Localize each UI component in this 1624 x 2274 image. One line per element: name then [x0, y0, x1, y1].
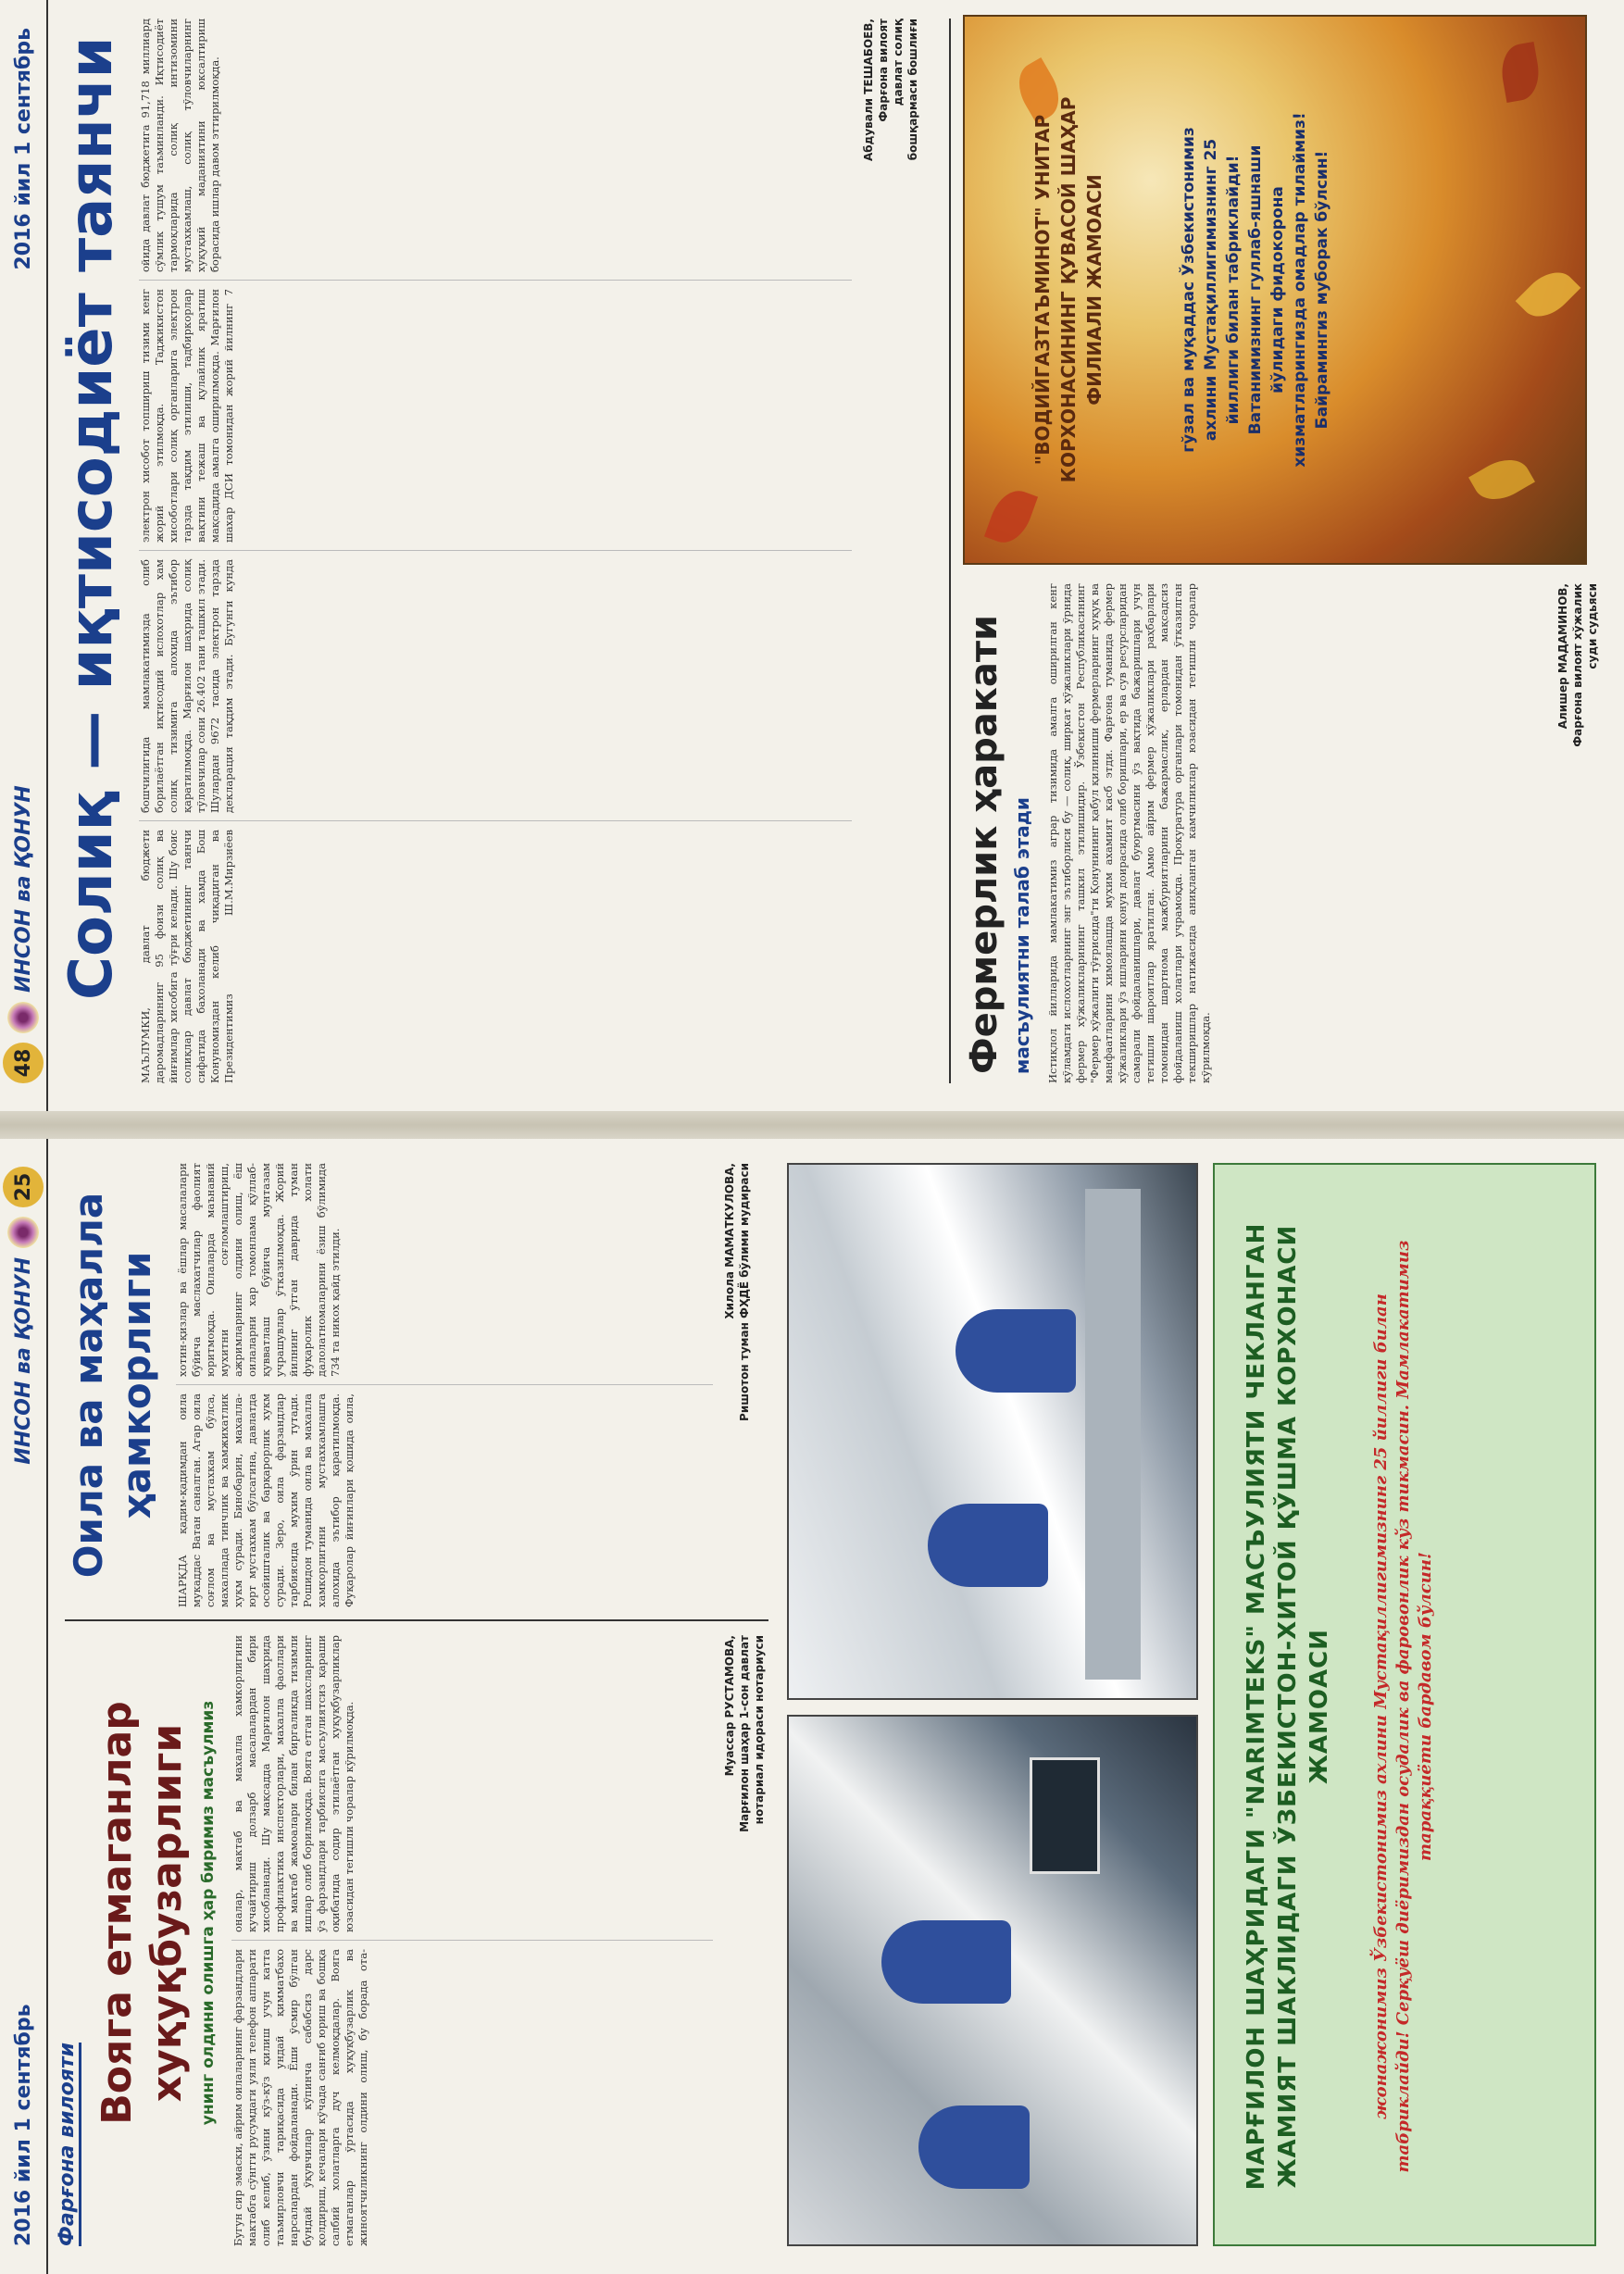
advert-subtitle: жонажонимиз Ўзбекистонимиз ахлини Мустақиллигимизнинг 25 йиллиги билан табриклайди! Серқуёш диёримиздан осудалик ва фаровонлик кўз тикмасин. Мамлакатимиз тараққиёти бардавом бўлсин!	[1371, 1240, 1435, 2173]
section-tag: Фарғона вилояти	[56, 2043, 81, 2246]
worker-figure	[881, 1920, 1011, 2004]
autumn-greeting-advert	[963, 15, 1587, 565]
page-48-header	[0, 0, 48, 1111]
issue-date: 2016 йил 1 сентябрь	[11, 28, 35, 270]
worker-figure	[956, 1309, 1076, 1393]
page-gutter	[0, 1111, 1624, 1139]
masthead: ИНСОН ва ҚОНУН	[11, 785, 35, 993]
greeting-text: гўзал ва муқаддас Ўзбекистонимиз ахлини Мустақиллигимизнинг 25 йиллиги билан табриклайди! Ватанимизнинг гуллаб-яшнаши йўлидаги фидокорона хизматларингизда омадлар тилаймиз! Байрамингиз муборак бўлсин!	[1180, 112, 1331, 468]
tax-article-body: МАЪЛУМКИ, давлат бюджети даромадларининг 95 фоизи солиқ ва йиғимлар хисобига тўғри келади. Шу боис солиқлар давлат бюджетининг таянчи сифатида бахоланади ва хамда Бош Конуномиздан келиб чиқадиган ва Президентимиз Ш.М.Мирзиёев бошчилигида мамлакатимизда олиб борилаётган иқтисодий ислохотлар хам солиқ тизимига алохида эътибор қаратилмоқда. Марғилон шахрида солиқ тўловчилар сони 26.402 тани ташкил этади. Шулардан 9672 тасида электрон тарзда декларация тақдим этади. Бугунги кунда электрон хисобот топшириш тизими кенг жорий этилмоқда. Таджикистон хисоботлари солиқ органларига электрон тарзда тақдим этилиши, тадбиркорлар вақтини тежаш ва қулайлик яратиш мақсадида амалга оширилмоқда. Марғилон шахар ДСИ томонидан жорий йилнинг 7 ойида давлат бюджетига 91,718 миллиард сўмлик тушум таъминланди. Иқтисодиёт тармоқларида солиқ интизомини мустахкамлаш, солиқ тўловчиларнинг хуқуқий маданиятини юксалтириш борасида ишлар давом эттирилмоқда.	[139, 19, 235, 1083]
worker-figure	[918, 2105, 1030, 2189]
leaf-icon	[1468, 450, 1535, 510]
farmer-article-signature: Алишер МАДАМИНОВ, Фарғона вилоят хўжалик суди судьяси	[1556, 583, 1599, 747]
factory-photo-right	[787, 1163, 1198, 1700]
page-25-header	[0, 1139, 48, 2274]
juvenile-article-body: Бугун сир эмаски, айрим оилаларнинг фарзандлари мактабга сўнгги русумдаги уяли телефон аппарати олиб келиб, ўзини кўз-кўз қилиш учун катта таъмирловчи тариқасида ундай қимматбахо нарсалардан фойдаланади. Ёши ўсмир бўлган бундай ўқувчилар кўпинча сабабсиз дарс қолдириш, кечалари кўчада санғиб юриш ва бошқа салбий холатларга дуч келмоқдалар. Вояга етмаганлар ўртасида хуқуқбузарлик ва жиноятчиликнинг олдини олиш, бу борада ота-оналар, мактаб ва махалла хамкорлигини кучайтириш долзарб масалалардан бири хисобланади. Шу мақсадда Марғилон шахрида профилактика инспекторлари, махалла фаоллари ва мактаб жамоалари билан биргаликда тизимли ишлар олиб борилмоқда. Вояга етган шахсларнинг ўз фарзандлари тарбиясига масъулиятсиз қараши оқибатида содир этилаётган хуқуқбузарликлар юзасидан тегишли чоралар кўрилмоқда.	[231, 1635, 369, 2246]
page-25-content	[0, 1139, 1624, 2274]
page-number: 25	[3, 1167, 44, 1207]
juvenile-article-subheadline: унинг олдини олишга ҳар биримиз масъулмиз	[199, 1700, 218, 2126]
factory-photo-left	[787, 1715, 1198, 2246]
juvenile-article-headline: Вояга етмаганлар хуқуқбузарлиги	[94, 1701, 191, 2125]
worker-figure	[928, 1504, 1048, 1587]
flower-ornament-icon	[7, 1217, 39, 1248]
monitor-screen	[1030, 1757, 1100, 1874]
machine-row	[1085, 1189, 1141, 1680]
farmer-article-subheadline: масъулиятни талаб этади	[1011, 797, 1033, 1074]
farmer-article-body: Истиқлол йилларида мамлакатимиз аграр тизимида амалга оширилган кенг кўламдаги ислохотларнинг энг эътиборлиси бу — солиқ, ширкат хўжаликлари ўрнида фермер хўжаликларининг ташкил этилишидир. Ўзбекистон Республикасининг "Фермер хўжалиги тўғрисида"ги Қонунининг қабул қилиниши фермерларнинг хуқуқ ва манфаатларини химоялашда мухим ахамият касб этди. Фарғона туманида фермер хўжаликлари ўз ишларини қонун доирасида олиб боришлари, ер ва сув ресурсларидан самарали фойдаланишлари, давлат буюртмасини ўз вақтида бажаришлари учун тегишли шароитлар яратилган. Аммо айрим фермер хўжаликлари раҳбарлари томонидан шартнома мажбуриятларини бажармаслик, ерлардан мақсадсиз фойдаланиш холатлари учрамоқда. Прокуратура органлари томонидан ўтказилган текширишлар натижасида аниқланган камчиликлар юзасидан тегишли чоралар кўрилмоқда.	[1046, 583, 1212, 1083]
page-48-content	[0, 0, 1624, 1111]
tax-article-signature: Абдували ТЕШАБОЕВ, Фарғона вилоят давлат солиқ бошқармаси бошлиғи	[862, 19, 919, 161]
section-divider	[949, 19, 951, 1083]
leaf-icon	[1516, 262, 1581, 328]
juvenile-article-signature: Муассар РУСТАМОВА, Марғилон шаҳар 1-сон давлат нотариал идораси нотариуси	[723, 1635, 766, 1832]
column-divider	[65, 1619, 768, 1621]
farmer-article-headline: Фермерлик ҳаракати	[963, 614, 1006, 1074]
masthead: ИНСОН ва ҚОНУН	[11, 1257, 35, 1465]
family-article-body: ШАРҚДА қадим-қадимдан оила мукаддас Ватан саналган. Агар оила соғлом ва мустахкам бўлса, махаллада тинчлик ва хамжихатлик хукм суради. Бинобарин, махалла-юрт мустахкам бўлсагина, давлатда осойишталик ва барқарорлик хукм суради. Зеро, оила фарзандлар тарбиясида мухим ўрин тутади. Рошидон туманида оила ва махалла хамкорлигини мустахкамлашга алохида эътибор қаратилмоқда. Фуқаролар йиғинлари қошида оила, хотин-қизлар ва ёшлар масалалари бўйича маслахатчилар фаолият юритмоқда. Оилаларда маънавий мухитни соғломлаштириш, ажримларнинг олдини олиш, ёш оилаларни хар томонлама қўллаб-қувватлаш бўйича мунтазам учрашувлар ўтказилмоқда. Жорий йилнинг ўтган даврида туман фуқаролик холати далолатномаларини ёзиш бўлимида 734 та никох қайд этилди.	[176, 1163, 356, 1607]
leaf-icon	[1497, 42, 1543, 103]
family-article-signature: Хилола МАМАТКУЛОВА, Ришотон туман ФҲДЁ бўлими мудираси	[723, 1163, 751, 1421]
issue-date: 2016 йил 1 сентябрь	[11, 2004, 35, 2246]
page-number: 48	[3, 1043, 44, 1083]
advert-title: МАРҒИЛОН ШАҲРИДАГИ "NARIMTEKS" МАСЪУЛИЯТИ ЧЕКЛАНГАН ЖАМИЯТ ШАКЛИДАГИ ЎЗБЕКИСТОН-ХИТОЙ ҚЎШМА КОРХОНАСИ ЖАМОАСИ	[1243, 1222, 1333, 2191]
greeting-organization: "ВОДИЙГАЗТАЪМИНОТ" УНИТАР КОРХОНАСИНИНГ ҚУВАСОЙ ШАҲАР ФИЛИАЛИ ЖАМОАСИ	[1031, 96, 1106, 483]
family-article-headline: Оила ва маҳалла ҳамкорлиги	[66, 1192, 159, 1579]
flower-ornament-icon	[7, 1002, 39, 1033]
tax-article-headline: Солиқ — иқтисодиёт таянчи	[57, 36, 126, 1000]
